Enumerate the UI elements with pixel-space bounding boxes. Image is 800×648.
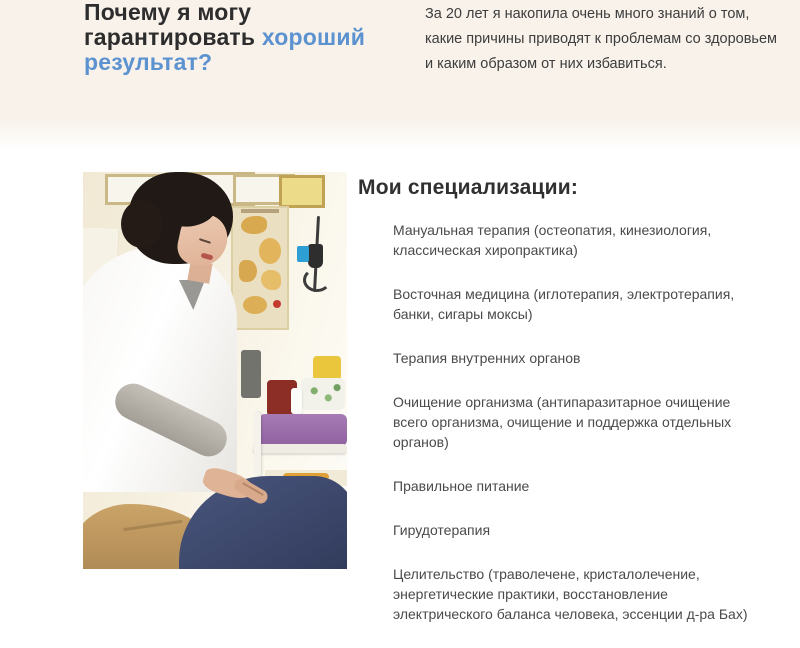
therapist-hair-bun [121, 200, 163, 248]
therapist-photo [83, 172, 347, 569]
white-bottle [291, 388, 302, 414]
specializations-section [358, 176, 766, 648]
anatomy-red-dot [273, 300, 281, 308]
anatomy-figure [259, 238, 281, 264]
cart-shelf [253, 444, 347, 453]
list-item: Целительство (траволечене, кристалолечение, энергетические практики, восстановление электрического баланса человека, эссенции д-ра Бах) [393, 566, 748, 622]
list-item: Очищение организма (антипаразитарное очищение всего организма, очищение и поддержка отдельных органов) [393, 394, 732, 450]
anatomy-poster-title [241, 209, 279, 213]
list-item: Гирудотерапия [393, 522, 491, 538]
purple-towel [259, 414, 347, 446]
anatomy-figure [241, 216, 267, 234]
specializations-title: Мои специализации: [358, 176, 579, 199]
wall-lamp-bracket [303, 268, 331, 292]
anatomy-figure [243, 296, 267, 314]
wall-lamp-body [308, 244, 323, 268]
intro-paragraph: За 20 лет я накопила очень много знаний о том, какие причины приводят к проблемам со здоровьем и каким образом от них избавиться. [425, 6, 778, 72]
blue-object [297, 246, 309, 262]
list-item: Мануальная терапия (остеопатия, кинезиология, классическая хиропрактика) [393, 222, 712, 258]
herb-basket [301, 378, 345, 410]
anatomy-figure [239, 260, 257, 282]
list-item: Правильное питание [393, 478, 530, 494]
list-item: Восточная медицина (иглотерапия, электротерапия, банки, сигары моксы) [393, 286, 735, 322]
certificate-frame [279, 175, 325, 208]
anatomy-figure [261, 270, 281, 290]
list-item: Терапия внутренних органов [393, 350, 581, 366]
intro-section [0, 0, 800, 150]
heading-accent-text: хороший результат? [84, 24, 366, 75]
specializations-list [358, 220, 766, 624]
cart-pole [254, 412, 261, 476]
anatomy-poster [231, 206, 289, 330]
section-heading [84, 0, 396, 75]
equipment-stand [241, 350, 261, 398]
heading-text: Почему я могу гарантировать [84, 0, 256, 50]
